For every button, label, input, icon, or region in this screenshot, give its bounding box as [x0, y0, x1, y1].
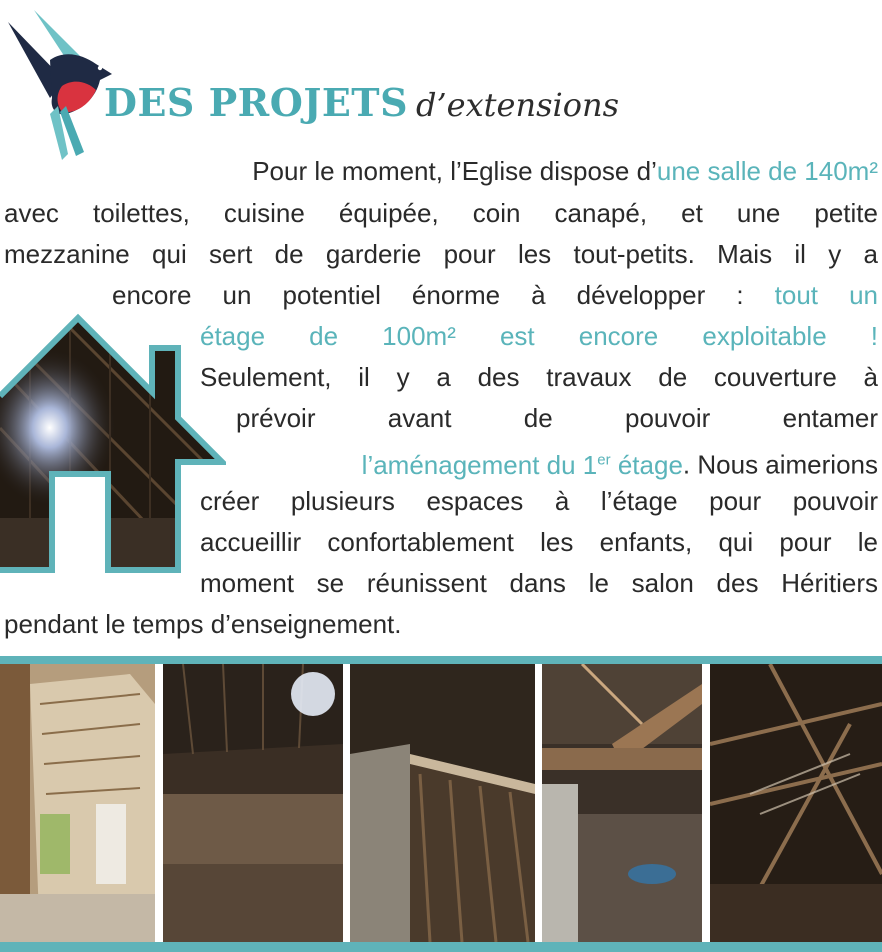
paragraph-line: Seulement, il y a des travaux de couverture à — [200, 362, 878, 392]
paragraph-line: Pour le moment, l’Eglise dispose d’une salle de 140m² — [252, 156, 878, 186]
photo-strip-top-border — [0, 656, 882, 664]
paragraph-line: mezzanine qui sert de garderie pour les tout-petits. Mais il y a — [4, 239, 878, 269]
paragraph-line: accueillir confortablement les enfants, qui pour le — [200, 527, 878, 557]
title-main: DES PROJETS — [104, 80, 409, 125]
timber-framing-photo — [542, 664, 702, 942]
paragraph-line: moment se réunissent dans le salon des Héritiers — [200, 568, 878, 598]
swallow-bird-icon — [4, 2, 120, 160]
roof-beams-photo — [350, 664, 535, 942]
paragraph-line: l’aménagement du 1er étage. Nous aimerions — [361, 449, 878, 480]
paragraph-line: prévoir avant de pouvoir entamer — [236, 403, 878, 433]
paragraph-line: pendant le temps d’enseignement. — [4, 609, 402, 639]
highlight-text: tout un — [774, 280, 879, 310]
highlight-text: une salle de 140m² — [656, 156, 878, 186]
paragraph-line-highlight: étage de 100m² est encore exploitable ! — [200, 321, 878, 351]
photo-strip-bottom-border — [0, 942, 882, 952]
title-subtitle: d’extensions — [416, 86, 620, 124]
house-shaped-attic-photo — [0, 308, 226, 574]
paragraph-line: avec toilettes, cuisine équipée, coin canapé, et une petite — [4, 198, 878, 228]
highlight-text: l’aménagement du 1er étage — [361, 449, 683, 480]
renovated-attic-photo — [0, 664, 155, 942]
page-title — [104, 80, 619, 130]
paragraph-line: créer plusieurs espaces à l’étage pour pouvoir — [200, 486, 878, 516]
empty-attic-photo — [163, 664, 343, 942]
roof-structure-photo — [710, 664, 882, 942]
paragraph-line: encore un potentiel énorme à développer : tout un — [112, 280, 879, 310]
